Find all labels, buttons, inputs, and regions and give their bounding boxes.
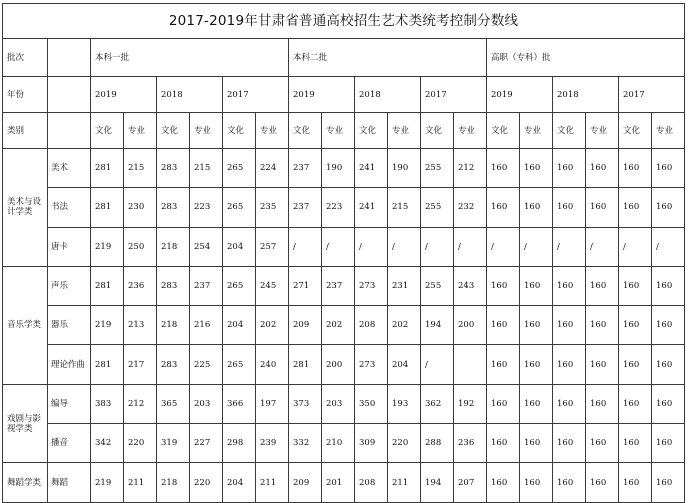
score-cell: 219 (91, 306, 124, 345)
score-cell: 236 (454, 424, 487, 463)
group-name: 戏剧与影视学类 (3, 384, 48, 463)
score-cell: 218 (157, 306, 190, 345)
score-cell: 227 (190, 424, 223, 463)
score-cell: 160 (619, 384, 652, 423)
score-cell: 203 (322, 384, 355, 423)
title-row (3, 4, 685, 39)
year-header: 2019 (487, 77, 553, 113)
score-cell: 160 (487, 266, 520, 305)
score-cell: 254 (190, 227, 223, 266)
score-cell: 215 (124, 149, 157, 188)
score-cell (454, 345, 487, 384)
score-cell: / (619, 227, 652, 266)
subcolumn-header: 专业 (388, 113, 421, 149)
score-cell: 281 (289, 345, 322, 384)
table-row (3, 188, 685, 227)
subcolumn-header: 文化 (619, 113, 652, 149)
score-cell: 202 (322, 306, 355, 345)
score-cell: 160 (619, 266, 652, 305)
score-cell: 255 (421, 188, 454, 227)
score-cell: 208 (355, 306, 388, 345)
score-cell: / (553, 227, 586, 266)
score-cell: 255 (421, 266, 454, 305)
score-cell: 243 (454, 266, 487, 305)
score-cell: 202 (388, 306, 421, 345)
subcolumn-header: 文化 (289, 113, 322, 149)
score-cell: 160 (652, 384, 685, 423)
score-cell: 237 (289, 149, 322, 188)
score-cell: 332 (289, 424, 322, 463)
score-cell: 245 (256, 266, 289, 305)
score-cell: 160 (553, 306, 586, 345)
score-table (2, 3, 685, 503)
score-cell: / (421, 227, 454, 266)
score-cell: 216 (190, 306, 223, 345)
score-cell: 223 (190, 188, 223, 227)
subcolumn-header: 文化 (421, 113, 454, 149)
score-cell: 160 (520, 345, 553, 384)
score-cell: 160 (652, 424, 685, 463)
score-cell: 250 (124, 227, 157, 266)
score-cell: 160 (586, 306, 619, 345)
subcolumn-header: 文化 (157, 113, 190, 149)
score-cell: 212 (454, 149, 487, 188)
score-cell: 160 (619, 149, 652, 188)
score-cell: 225 (190, 345, 223, 384)
subject-name: 书法 (48, 188, 91, 227)
score-cell: 194 (421, 306, 454, 345)
score-cell: / (421, 345, 454, 384)
score-cell: 373 (289, 384, 322, 423)
score-cell: 265 (223, 149, 256, 188)
category-row (3, 113, 685, 149)
score-cell: 281 (91, 188, 124, 227)
score-cell: 283 (157, 149, 190, 188)
score-cell: 281 (91, 345, 124, 384)
score-cell: 265 (223, 345, 256, 384)
table-row (3, 266, 685, 305)
table-row (3, 345, 685, 384)
subcolumn-header: 文化 (91, 113, 124, 149)
score-cell: 160 (520, 266, 553, 305)
subject-name: 理论作曲 (48, 345, 91, 384)
score-cell: 160 (520, 306, 553, 345)
score-cell: 281 (91, 149, 124, 188)
score-cell: 160 (487, 384, 520, 423)
score-cell: 204 (223, 463, 256, 502)
score-cell: 160 (487, 188, 520, 227)
subject-name: 唐卡 (48, 227, 91, 266)
score-cell: 160 (619, 424, 652, 463)
category-label: 类别 (3, 113, 48, 149)
score-cell: 212 (124, 384, 157, 423)
score-cell: 208 (355, 463, 388, 502)
score-cell: 236 (124, 266, 157, 305)
score-cell: 211 (124, 463, 157, 502)
subject-name: 声乐 (48, 266, 91, 305)
score-cell: 232 (454, 188, 487, 227)
score-cell: 160 (487, 463, 520, 502)
year-header: 2018 (157, 77, 223, 113)
score-cell: 160 (487, 345, 520, 384)
score-cell: 160 (520, 384, 553, 423)
score-cell: / (520, 227, 553, 266)
score-cell: 193 (388, 384, 421, 423)
score-cell: 362 (421, 384, 454, 423)
score-cell: 160 (520, 149, 553, 188)
score-cell: 223 (322, 188, 355, 227)
score-cell: 218 (157, 227, 190, 266)
subcolumn-header: 专业 (256, 113, 289, 149)
subcolumn-header: 文化 (223, 113, 256, 149)
score-cell: 265 (223, 188, 256, 227)
score-cell: / (586, 227, 619, 266)
batch-label-spacer (48, 39, 91, 77)
score-cell: 160 (520, 188, 553, 227)
score-cell: 220 (388, 424, 421, 463)
score-cell: 230 (124, 188, 157, 227)
score-cell: 160 (487, 424, 520, 463)
year-header: 2017 (223, 77, 289, 113)
year-header: 2019 (289, 77, 355, 113)
subject-name: 美术 (48, 149, 91, 188)
subcolumn-header: 专业 (586, 113, 619, 149)
batch-label: 批次 (3, 39, 48, 77)
year-header: 2017 (421, 77, 487, 113)
group-name: 音乐学类 (3, 266, 48, 384)
score-cell: 241 (355, 188, 388, 227)
score-cell: / (454, 227, 487, 266)
score-cell: 211 (256, 463, 289, 502)
score-cell: 200 (454, 306, 487, 345)
score-cell: 224 (256, 149, 289, 188)
score-cell: 160 (553, 266, 586, 305)
score-cell: 241 (355, 149, 388, 188)
score-cell: 160 (586, 266, 619, 305)
score-cell: 160 (553, 345, 586, 384)
category-label-spacer (48, 113, 91, 149)
score-cell: 160 (619, 188, 652, 227)
score-cell: 160 (619, 463, 652, 502)
score-cell: 160 (487, 306, 520, 345)
batch-row (3, 39, 685, 77)
score-cell: 231 (388, 266, 421, 305)
score-cell: 190 (322, 149, 355, 188)
score-cell: 218 (157, 463, 190, 502)
score-cell: 160 (553, 463, 586, 502)
subcolumn-header: 专业 (322, 113, 355, 149)
score-cell: 211 (388, 463, 421, 502)
batch-header: 本科二批 (289, 39, 487, 77)
score-cell: 237 (190, 266, 223, 305)
score-cell: 160 (652, 188, 685, 227)
score-cell: 219 (91, 463, 124, 502)
subcolumn-header: 专业 (652, 113, 685, 149)
score-cell: 160 (553, 424, 586, 463)
score-cell: 160 (586, 424, 619, 463)
score-cell: 204 (388, 345, 421, 384)
page-title: 2017-2019年甘肃省普通高校招生艺术类统考控制分数线 (3, 4, 685, 39)
subcolumn-header: 专业 (520, 113, 553, 149)
score-cell: 288 (421, 424, 454, 463)
subcolumn-header: 文化 (553, 113, 586, 149)
score-cell: 273 (355, 266, 388, 305)
score-cell: 273 (355, 345, 388, 384)
year-label-spacer (48, 77, 91, 113)
subject-name: 舞蹈 (48, 463, 91, 502)
subject-name: 编导 (48, 384, 91, 423)
table-row (3, 149, 685, 188)
subcolumn-header: 文化 (355, 113, 388, 149)
score-cell: 257 (256, 227, 289, 266)
score-cell: 160 (652, 345, 685, 384)
score-cell: 283 (157, 266, 190, 305)
score-cell: 237 (289, 188, 322, 227)
score-cell: 255 (421, 149, 454, 188)
score-cell: / (355, 227, 388, 266)
score-cell: 160 (586, 188, 619, 227)
score-cell: 342 (91, 424, 124, 463)
subcolumn-header: 专业 (454, 113, 487, 149)
score-cell: 220 (190, 463, 223, 502)
batch-header: 高职（专科）批 (487, 39, 685, 77)
score-cell: 204 (223, 227, 256, 266)
year-header: 2018 (355, 77, 421, 113)
score-cell: 215 (388, 188, 421, 227)
score-cell: 271 (289, 266, 322, 305)
subcolumn-header: 专业 (124, 113, 157, 149)
table-row (3, 463, 685, 502)
score-cell: 237 (322, 266, 355, 305)
score-cell: 220 (124, 424, 157, 463)
score-cell: 160 (553, 149, 586, 188)
group-name: 舞蹈学类 (3, 463, 48, 502)
score-cell: 202 (256, 306, 289, 345)
score-cell: 281 (91, 266, 124, 305)
score-cell: 265 (223, 266, 256, 305)
score-cell: 160 (619, 306, 652, 345)
score-cell: 213 (124, 306, 157, 345)
year-label: 年份 (3, 77, 48, 113)
score-cell: / (487, 227, 520, 266)
year-header: 2017 (619, 77, 685, 113)
subject-name: 播音 (48, 424, 91, 463)
group-name: 美术与设计学类 (3, 149, 48, 267)
score-cell: 209 (289, 463, 322, 502)
score-cell: 209 (289, 306, 322, 345)
score-cell: 217 (124, 345, 157, 384)
score-cell: 197 (256, 384, 289, 423)
score-table-container (2, 3, 685, 497)
score-cell: 160 (619, 345, 652, 384)
score-cell: 365 (157, 384, 190, 423)
score-cell: 235 (256, 188, 289, 227)
score-cell: / (289, 227, 322, 266)
score-cell: 283 (157, 188, 190, 227)
subcolumn-header: 文化 (487, 113, 520, 149)
score-cell: 383 (91, 384, 124, 423)
score-cell: 219 (91, 227, 124, 266)
score-cell: 190 (388, 149, 421, 188)
score-cell: 215 (190, 149, 223, 188)
score-cell: 160 (553, 188, 586, 227)
score-cell: 194 (421, 463, 454, 502)
score-cell: 319 (157, 424, 190, 463)
score-cell: 160 (586, 345, 619, 384)
score-cell: 192 (454, 384, 487, 423)
score-cell: 309 (355, 424, 388, 463)
score-cell: 200 (322, 345, 355, 384)
score-cell: 160 (586, 149, 619, 188)
score-cell: 283 (157, 345, 190, 384)
score-cell: 298 (223, 424, 256, 463)
score-cell: 160 (652, 266, 685, 305)
table-row (3, 306, 685, 345)
year-row (3, 77, 685, 113)
score-cell: 160 (487, 149, 520, 188)
score-cell: 160 (520, 463, 553, 502)
score-cell: 350 (355, 384, 388, 423)
batch-header: 本科一批 (91, 39, 289, 77)
score-cell: 160 (652, 306, 685, 345)
subcolumn-header: 专业 (190, 113, 223, 149)
score-cell: 366 (223, 384, 256, 423)
score-cell: / (652, 227, 685, 266)
score-cell: 160 (586, 384, 619, 423)
table-row (3, 227, 685, 266)
score-cell: 239 (256, 424, 289, 463)
score-cell: 160 (652, 463, 685, 502)
year-header: 2018 (553, 77, 619, 113)
score-cell: / (388, 227, 421, 266)
table-row (3, 384, 685, 423)
score-cell: 201 (322, 463, 355, 502)
score-cell: 160 (520, 424, 553, 463)
score-cell: 160 (652, 149, 685, 188)
score-cell: 160 (553, 384, 586, 423)
score-cell: 207 (454, 463, 487, 502)
score-cell: 204 (223, 306, 256, 345)
score-cell: 210 (322, 424, 355, 463)
table-row (3, 424, 685, 463)
score-cell: 203 (190, 384, 223, 423)
score-cell: 160 (586, 463, 619, 502)
score-cell: 240 (256, 345, 289, 384)
year-header: 2019 (91, 77, 157, 113)
subject-name: 器乐 (48, 306, 91, 345)
score-cell: / (322, 227, 355, 266)
